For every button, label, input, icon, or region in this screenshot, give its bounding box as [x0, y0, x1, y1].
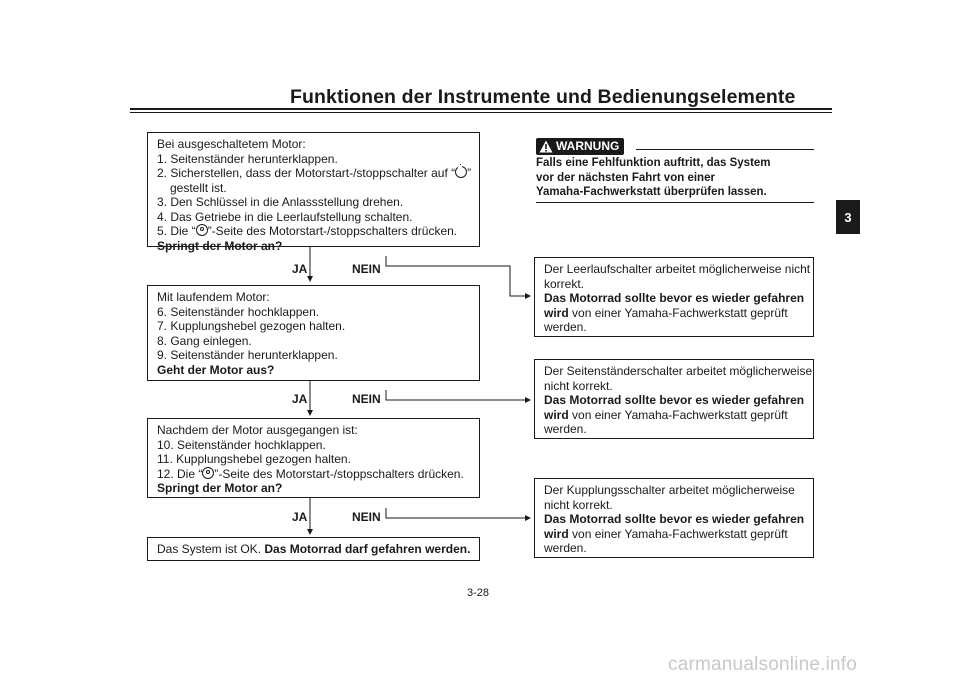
- result3-bold: [544, 512, 806, 527]
- decision2-no: NEIN: [352, 392, 381, 406]
- box3-line: 10. Seitenständer hochklappen.: [157, 437, 326, 452]
- box2-line: 9. Seitenständer herunterklappen.: [157, 348, 338, 362]
- result3-line: nicht korrekt.: [544, 497, 613, 512]
- box1-line: [157, 224, 472, 239]
- step-box-3: [147, 418, 480, 498]
- box1-line-text: 5. Die “: [157, 224, 196, 238]
- box2-line: 6. Seitenständer hochklappen.: [157, 304, 320, 319]
- decision1-yes: JA: [292, 262, 308, 276]
- result3-bold-word: wird: [544, 526, 569, 541]
- result1-bold-word: wird: [544, 305, 569, 320]
- box1-line-text: ”-Seite des Motorstart-/stoppschalters drücken.: [207, 224, 458, 238]
- box3-line: Nachdem der Motor ausgegangen ist:: [157, 423, 358, 437]
- warning-line: Yamaha-Fachwerkstatt überprüfen lassen.: [536, 186, 767, 198]
- step-box-1: [147, 132, 480, 253]
- starter-icon: [202, 467, 214, 479]
- warning-icon: [539, 140, 553, 153]
- decision2-yes: JA: [292, 392, 308, 406]
- result1-bold: [544, 291, 806, 306]
- box1-line: gestellt ist.: [170, 180, 227, 195]
- box3-line: [157, 467, 472, 482]
- box1-line: 1. Seitenständer herunterklappen.: [157, 151, 338, 166]
- warning-rule: [636, 149, 814, 150]
- chapter-tab: 3: [836, 200, 860, 234]
- result2-bold-word: wird: [544, 407, 569, 422]
- result3-rest: von einer Yamaha-Fachwerkstatt geprüft: [572, 526, 788, 541]
- box4-bold: Das Motorrad darf gefahren werden.: [264, 542, 471, 556]
- warning-header: [536, 136, 624, 156]
- step-box-2: [147, 285, 480, 381]
- warning-line: vor der nächsten Fahrt von einer: [536, 171, 715, 184]
- result2-bold: [544, 393, 806, 408]
- box1-line: [157, 166, 472, 181]
- box4-plain: Das System ist OK.: [157, 542, 262, 556]
- result1-rest: von einer Yamaha-Fachwerkstatt geprüft: [572, 305, 788, 320]
- result2-line: Der Seitenständerschalter arbeitet möglicherweise: [544, 364, 813, 378]
- result-box-3: [534, 478, 814, 558]
- result3-line: werden.: [544, 541, 587, 555]
- connector-no-2: [386, 390, 530, 400]
- result2-line: werden.: [544, 422, 587, 436]
- box1-line: 3. Den Schlüssel in die Anlassstellung drehen.: [157, 195, 404, 209]
- decision3-yes: JA: [292, 510, 308, 524]
- result2-line: nicht korrekt.: [544, 378, 613, 393]
- result3-bold-text: Das Motorrad sollte bevor es wieder gefahren: [544, 512, 805, 526]
- result1-bold-text: Das Motorrad sollte bevor es wieder gefahren: [544, 291, 805, 305]
- box3-question: [157, 481, 472, 496]
- result1-line: Der Leerlaufschalter arbeitet möglicherweise nicht: [544, 262, 811, 276]
- connector-no-3: [386, 508, 530, 518]
- result1-line: [544, 306, 806, 321]
- result-box-2: [534, 359, 814, 439]
- page-title: Funktionen der Instrumente und Bedienungselemente: [290, 86, 796, 108]
- result2-bold-text: Das Motorrad sollte bevor es wieder gefahren: [544, 393, 805, 407]
- result1-line: korrekt.: [544, 276, 585, 291]
- starter-icon: [196, 224, 208, 236]
- engine-start-stop-icon: [455, 166, 467, 178]
- decision1-no: NEIN: [352, 262, 381, 276]
- box3-line-text: ”-Seite des Motorstart-/stoppschalters drücken.: [214, 466, 464, 481]
- box2-line: Mit laufendem Motor:: [157, 290, 270, 304]
- warning-badge: [536, 138, 624, 155]
- step-box-4: [147, 537, 480, 561]
- box2-question: [157, 363, 472, 378]
- warning-bottom-rule: [536, 202, 814, 203]
- box3-line: 11. Kupplungshebel gezogen halten.: [157, 452, 351, 466]
- box1-question-text: Springt der Motor an?: [157, 238, 283, 253]
- decision3-no: NEIN: [352, 510, 381, 524]
- result-box-1: [534, 257, 814, 337]
- box3-question-text: Springt der Motor an?: [157, 481, 283, 495]
- page-number: 3-28: [467, 587, 490, 599]
- result3-line: Der Kupplungsschalter arbeitet möglicherweise: [544, 483, 795, 497]
- warning-label: WARNUNG: [556, 139, 620, 153]
- box2-line: 8. Gang einlegen.: [157, 333, 252, 348]
- box1-line: Bei ausgeschaltetem Motor:: [157, 137, 306, 151]
- result3-line: [544, 527, 806, 542]
- box1-quote: ”: [467, 166, 472, 180]
- box1-question: [157, 239, 472, 254]
- result2-line: [544, 408, 806, 423]
- box2-question-text: Geht der Motor aus?: [157, 362, 275, 377]
- box1-line: 4. Das Getriebe in die Leerlaufstellung schalten.: [157, 209, 413, 224]
- result2-rest: von einer Yamaha-Fachwerkstatt geprüft: [572, 407, 788, 422]
- box4-line: [157, 542, 472, 557]
- box3-line-text: 12. Die “: [157, 466, 203, 481]
- box1-line-text: 2. Sicherstellen, dass der Motorstart-/stoppschalter auf “: [157, 166, 456, 180]
- warning-text: [536, 156, 786, 200]
- result1-line: werden.: [544, 320, 587, 334]
- box2-line: 7. Kupplungshebel gezogen halten.: [157, 319, 346, 333]
- warning-line: Falls eine Fehlfunktion auftritt, das System: [536, 157, 771, 169]
- watermark: carmanualsonline.info: [668, 654, 858, 675]
